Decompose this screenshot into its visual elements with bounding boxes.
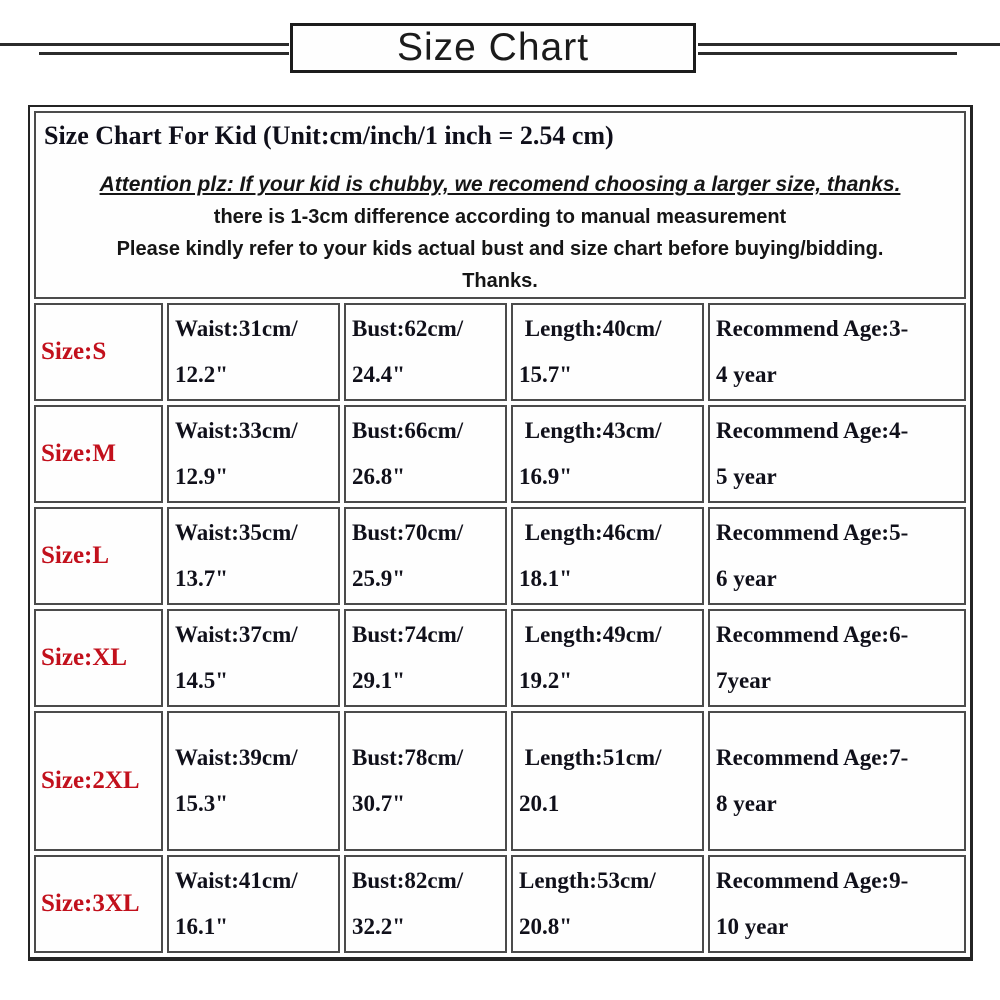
age-line2: 10 year [716,914,789,939]
banner-rule-left-top [0,43,289,46]
size-chart-table [28,105,973,961]
bust-inch: 25.9" [352,566,406,591]
length-inch: 15.7" [519,362,573,387]
waist-cell [167,855,340,953]
bust-cm: Bust:62cm/ [352,316,464,341]
waist-inch: 12.9" [175,464,229,489]
bust-cell [344,507,507,605]
length-cell [511,711,704,851]
bust-cell [344,303,507,401]
table-row-3xl [34,855,966,953]
length-cm: Length:51cm/ [519,745,662,770]
header-row [34,111,966,299]
waist-cm: Waist:41cm/ [175,868,298,893]
length-inch: 18.1" [519,566,573,591]
waist-inch: 16.1" [175,914,229,939]
table-row-l [34,507,966,605]
waist-cell [167,405,340,503]
bust-cm: Bust:66cm/ [352,418,464,443]
length-cm: Length:49cm/ [519,622,662,647]
bust-inch: 30.7" [352,791,406,816]
size-label: Size:S [34,303,163,401]
length-inch: 20.1 [519,791,560,816]
header-cell [34,111,966,299]
waist-cm: Waist:39cm/ [175,745,298,770]
age-line2: 5 year [716,464,777,489]
banner-rule-right-top [698,43,1000,46]
bust-inch: 26.8" [352,464,406,489]
waist-cm: Waist:37cm/ [175,622,298,647]
age-line2: 4 year [716,362,777,387]
age-cell [708,405,966,503]
age-cell [708,711,966,851]
bust-cell [344,711,507,851]
waist-cell [167,303,340,401]
size-label: Size:2XL [34,711,163,851]
waist-inch: 15.3" [175,791,229,816]
table-row-2xl [34,711,966,851]
waist-cell [167,507,340,605]
banner-rule-right-bottom [698,52,957,55]
age-cell [708,303,966,401]
banner-rule-left-bottom [39,52,289,55]
page-title: Size Chart [290,23,696,73]
thanks-note: Thanks. [462,270,538,292]
table-row-xl [34,609,966,707]
bust-cell [344,609,507,707]
bust-cm: Bust:74cm/ [352,622,464,647]
age-line2: 6 year [716,566,777,591]
age-cell [708,507,966,605]
length-cm: Length:43cm/ [519,418,662,443]
age-cell [708,609,966,707]
table-heading: Size Chart For Kid (Unit:cm/inch/1 inch = 2.54 cm) [44,121,614,150]
bust-inch: 24.4" [352,362,406,387]
bust-cell [344,855,507,953]
bust-inch: 32.2" [352,914,406,939]
waist-cm: Waist:33cm/ [175,418,298,443]
length-cell [511,855,704,953]
size-label: Size:3XL [34,855,163,953]
age-line1: Recommend Age:7- [716,745,909,770]
length-cm: Length:53cm/ [519,868,656,893]
size-label: Size:L [34,507,163,605]
bust-inch: 29.1" [352,668,406,693]
size-label: Size:M [34,405,163,503]
age-cell [708,855,966,953]
measurement-note: there is 1-3cm difference according to manual measurement [213,206,787,228]
age-line1: Recommend Age:6- [716,622,909,647]
waist-inch: 14.5" [175,668,229,693]
bust-cm: Bust:78cm/ [352,745,464,770]
waist-inch: 13.7" [175,566,229,591]
waist-inch: 12.2" [175,362,229,387]
length-inch: 19.2" [519,668,573,693]
attention-note: Attention plz: If your kid is chubby, we recomend choosing a larger size, thanks. [99,173,901,196]
bust-cm: Bust:82cm/ [352,868,464,893]
age-line1: Recommend Age:9- [716,868,909,893]
length-inch: 16.9" [519,464,573,489]
waist-cell [167,609,340,707]
length-cm: Length:40cm/ [519,316,662,341]
refer-note: Please kindly refer to your kids actual bust and size chart before buying/bidding. [116,238,884,260]
age-line2: 8 year [716,791,777,816]
waist-cell [167,711,340,851]
length-cm: Length:46cm/ [519,520,662,545]
table-row-m [34,405,966,503]
age-line1: Recommend Age:5- [716,520,909,545]
bust-cell [344,405,507,503]
length-cell [511,609,704,707]
bust-cm: Bust:70cm/ [352,520,464,545]
table-row-s [34,303,966,401]
length-cell [511,405,704,503]
age-line1: Recommend Age:3- [716,316,909,341]
waist-cm: Waist:31cm/ [175,316,298,341]
length-cell [511,303,704,401]
waist-cm: Waist:35cm/ [175,520,298,545]
length-inch: 20.8" [519,914,573,939]
age-line1: Recommend Age:4- [716,418,909,443]
size-label: Size:XL [34,609,163,707]
age-line2: 7year [716,668,771,693]
size-chart-banner [0,0,1000,84]
length-cell [511,507,704,605]
